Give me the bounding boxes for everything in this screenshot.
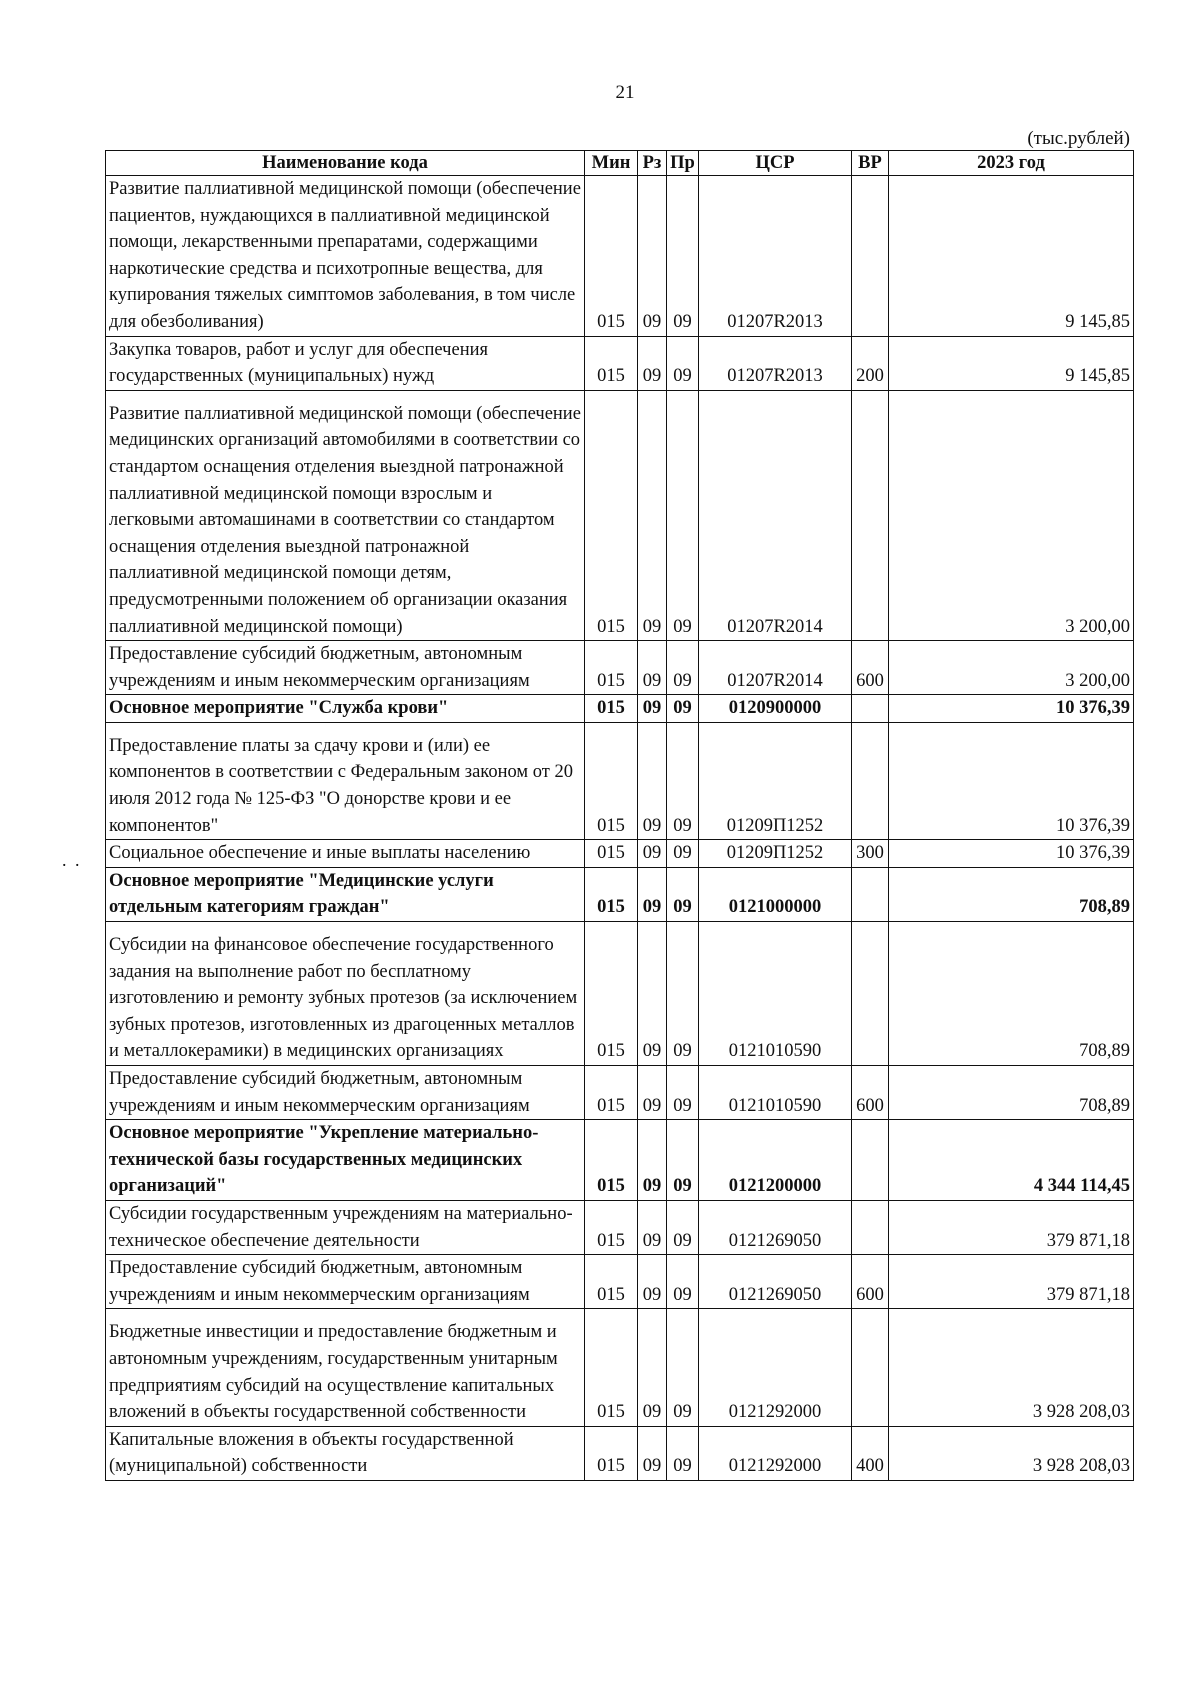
row-amount: 3 200,00: [889, 390, 1134, 640]
row-rz: 09: [638, 867, 667, 921]
table-row: [106, 390, 1134, 640]
row-name: Основное мероприятие "Служба крови": [106, 695, 585, 723]
row-vr: 200: [852, 336, 889, 390]
row-pr: 09: [667, 1120, 699, 1201]
header-csr: ЦСР: [699, 151, 852, 176]
row-pr: 09: [667, 176, 699, 337]
row-csr: 01207R2014: [699, 390, 852, 640]
row-name: Бюджетные инвестиции и предоставление бюджетным и автономным учреждениям, государственным унитарным предприятиям субсидий на осуществление капитальных вложений в объекты государственной собственности: [106, 1309, 585, 1426]
row-pr: 09: [667, 1255, 699, 1309]
row-amount: 708,89: [889, 867, 1134, 921]
row-min: 015: [585, 840, 638, 868]
units-label: (тыс.рублей): [1027, 128, 1130, 149]
row-csr: 0121269050: [699, 1200, 852, 1254]
row-name: Предоставление субсидий бюджетным, автономным учреждениям и иным некоммерческим организациям: [106, 641, 585, 695]
row-pr: 09: [667, 840, 699, 868]
row-csr: 0121000000: [699, 867, 852, 921]
row-csr: 0121292000: [699, 1309, 852, 1426]
row-amount: 379 871,18: [889, 1255, 1134, 1309]
scan-artifact: . .: [62, 850, 82, 870]
row-name: Закупка товаров, работ и услуг для обеспечения государственных (муниципальных) нужд: [106, 336, 585, 390]
row-rz: 09: [638, 1120, 667, 1201]
row-pr: 09: [667, 336, 699, 390]
row-csr: 01207R2014: [699, 641, 852, 695]
row-pr: 09: [667, 1200, 699, 1254]
row-name: Социальное обеспечение и иные выплаты населению: [106, 840, 585, 868]
table-row: [106, 695, 1134, 723]
row-pr: 09: [667, 390, 699, 640]
table-row: [106, 1120, 1134, 1201]
row-rz: 09: [638, 336, 667, 390]
row-vr: [852, 695, 889, 723]
row-min: 015: [585, 336, 638, 390]
row-amount: 4 344 114,45: [889, 1120, 1134, 1201]
row-amount: 3 928 208,03: [889, 1309, 1134, 1426]
row-vr: [852, 1120, 889, 1201]
row-min: 015: [585, 641, 638, 695]
row-vr: [852, 390, 889, 640]
row-vr: 600: [852, 1066, 889, 1120]
row-csr: 01209П1252: [699, 840, 852, 868]
row-csr: 0121200000: [699, 1120, 852, 1201]
row-csr: 01207R2013: [699, 176, 852, 337]
row-min: 015: [585, 1066, 638, 1120]
row-min: 015: [585, 922, 638, 1066]
row-rz: 09: [638, 390, 667, 640]
row-amount: 10 376,39: [889, 695, 1134, 723]
row-vr: 600: [852, 1255, 889, 1309]
row-amount: 379 871,18: [889, 1200, 1134, 1254]
row-csr: 0121269050: [699, 1255, 852, 1309]
table-row: [106, 1309, 1134, 1426]
header-pr: Пр: [667, 151, 699, 176]
row-csr: 0121292000: [699, 1426, 852, 1480]
row-min: 015: [585, 695, 638, 723]
table-row: [106, 1066, 1134, 1120]
row-rz: 09: [638, 840, 667, 868]
row-min: 015: [585, 1200, 638, 1254]
table-row: [106, 336, 1134, 390]
row-csr: 01209П1252: [699, 722, 852, 839]
budget-table: [105, 150, 1134, 1481]
page-number: 21: [615, 82, 635, 103]
row-rz: 09: [638, 1309, 667, 1426]
row-min: 015: [585, 176, 638, 337]
row-rz: 09: [638, 1200, 667, 1254]
row-vr: [852, 1200, 889, 1254]
row-vr: [852, 176, 889, 337]
row-csr: 0121010590: [699, 1066, 852, 1120]
row-min: 015: [585, 390, 638, 640]
row-amount: 9 145,85: [889, 336, 1134, 390]
row-amount: 9 145,85: [889, 176, 1134, 337]
row-name: Капитальные вложения в объекты государственной (муниципальной) собственности: [106, 1426, 585, 1480]
row-name: Развитие паллиативной медицинской помощи (обеспечение медицинских организаций автомобилями в соответствии со стандартом оснащения отделения выездной патронажной паллиативной медицинской помощи взрослым и легковыми автомашинами в соответствии со стандартом оснащения отделения выездной патронажной паллиативной медицинской помощи детям, предусмотренными положением об организации оказания паллиативной медицинской помощи): [106, 390, 585, 640]
row-vr: [852, 867, 889, 921]
row-min: 015: [585, 1426, 638, 1480]
row-min: 015: [585, 1255, 638, 1309]
row-vr: 600: [852, 641, 889, 695]
row-vr: 300: [852, 840, 889, 868]
row-rz: 09: [638, 176, 667, 337]
row-rz: 09: [638, 1066, 667, 1120]
row-pr: 09: [667, 867, 699, 921]
row-pr: 09: [667, 1309, 699, 1426]
row-amount: 3 928 208,03: [889, 1426, 1134, 1480]
header-rz: Рз: [638, 151, 667, 176]
header-year: 2023 год: [889, 151, 1134, 176]
table-row: [106, 867, 1134, 921]
row-name: Основное мероприятие "Медицинские услуги отдельным категориям граждан": [106, 867, 585, 921]
row-pr: 09: [667, 1426, 699, 1480]
row-vr: 400: [852, 1426, 889, 1480]
row-amount: 708,89: [889, 1066, 1134, 1120]
header-min: Мин: [585, 151, 638, 176]
row-csr: 0121010590: [699, 922, 852, 1066]
table-body: [106, 176, 1134, 1481]
row-rz: 09: [638, 922, 667, 1066]
row-min: 015: [585, 1120, 638, 1201]
row-csr: 0120900000: [699, 695, 852, 723]
row-pr: 09: [667, 722, 699, 839]
table-row: [106, 1426, 1134, 1480]
row-pr: 09: [667, 695, 699, 723]
row-name: Основное мероприятие "Укрепление материально-технической базы государственных медицинских организаций": [106, 1120, 585, 1201]
row-amount: 10 376,39: [889, 722, 1134, 839]
table-row: [106, 722, 1134, 839]
row-rz: 09: [638, 722, 667, 839]
row-pr: 09: [667, 1066, 699, 1120]
row-name: Субсидии государственным учреждениям на материально-техническое обеспечение деятельности: [106, 1200, 585, 1254]
row-amount: 10 376,39: [889, 840, 1134, 868]
row-name: Предоставление субсидий бюджетным, автономным учреждениям и иным некоммерческим организациям: [106, 1255, 585, 1309]
header-name: Наименование кода: [106, 151, 585, 176]
row-name: Развитие паллиативной медицинской помощи (обеспечение пациентов, нуждающихся в паллиативной медицинской помощи, лекарственными препаратами, содержащими наркотические средства и психотропные вещества, для купирования тяжелых симптомов заболевания, в том числе для обезболивания): [106, 176, 585, 337]
table-header-row: [106, 151, 1134, 176]
row-vr: [852, 922, 889, 1066]
table-row: [106, 641, 1134, 695]
row-vr: [852, 722, 889, 839]
table-row: [106, 840, 1134, 868]
row-rz: 09: [638, 1255, 667, 1309]
row-amount: 3 200,00: [889, 641, 1134, 695]
row-pr: 09: [667, 641, 699, 695]
row-min: 015: [585, 1309, 638, 1426]
row-name: Предоставление платы за сдачу крови и (или) ее компонентов в соответствии с Федеральным законом от 20 июля 2012 года № 125-ФЗ "О донорстве крови и ее компонентов": [106, 722, 585, 839]
row-amount: 708,89: [889, 922, 1134, 1066]
row-pr: 09: [667, 922, 699, 1066]
row-min: 015: [585, 867, 638, 921]
row-rz: 09: [638, 641, 667, 695]
row-name: Субсидии на финансовое обеспечение государственного задания на выполнение работ по бесплатному изготовлению и ремонту зубных протезов (за исключением зубных протезов, изготовленных из драгоценных металлов и металлокерамики) в медицинских организациях: [106, 922, 585, 1066]
table-row: [106, 1200, 1134, 1254]
row-rz: 09: [638, 1426, 667, 1480]
table-row: [106, 922, 1134, 1066]
row-min: 015: [585, 722, 638, 839]
row-rz: 09: [638, 695, 667, 723]
header-vr: ВР: [852, 151, 889, 176]
row-name: Предоставление субсидий бюджетным, автономным учреждениям и иным некоммерческим организациям: [106, 1066, 585, 1120]
row-csr: 01207R2013: [699, 336, 852, 390]
table-row: [106, 1255, 1134, 1309]
table-row: [106, 176, 1134, 337]
row-vr: [852, 1309, 889, 1426]
